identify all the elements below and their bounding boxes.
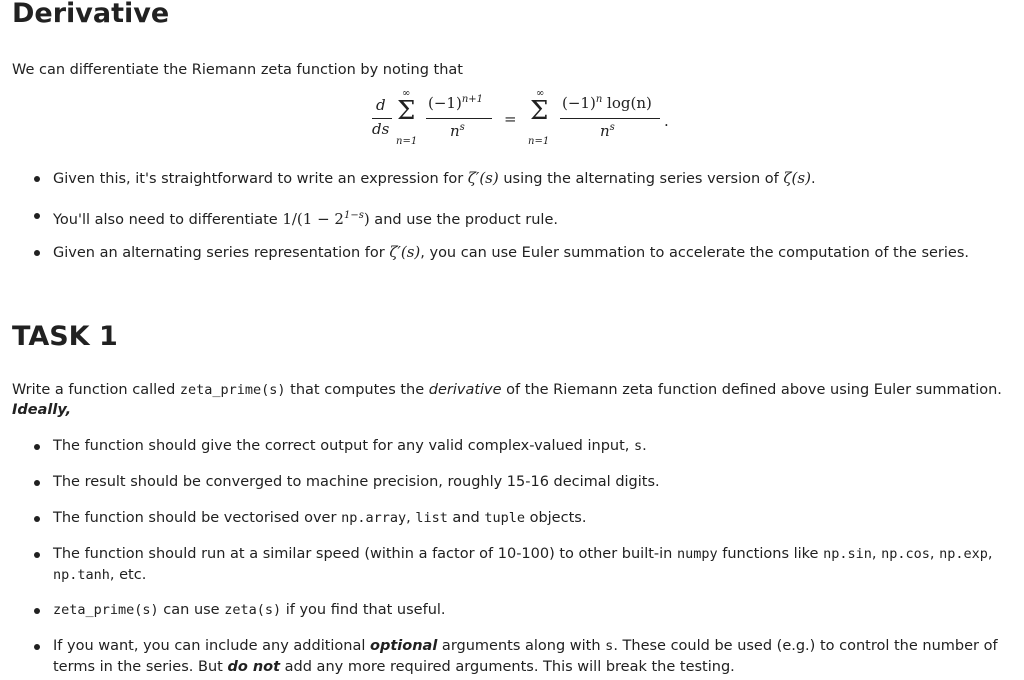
eq-rhs-line xyxy=(560,118,660,119)
eq-rhs-sum-top: ∞ xyxy=(536,88,545,99)
eq-ds: ds xyxy=(372,120,390,138)
eq-lhs-denominator: $n^s$ xyxy=(450,122,465,140)
derivative-equation xyxy=(370,88,680,156)
eq-rhs-denominator: $n^s$ xyxy=(600,122,615,140)
ideally-label: Ideally, xyxy=(12,402,72,418)
derivative-heading: Derivative xyxy=(12,0,170,29)
eq-period: . xyxy=(664,112,669,130)
task-bullet-6: If you want, you can include any additional optional arguments along with s. These could be used (e.g.) to control the number of terms in the series. But do not add any more required arguments. This will break the testing. xyxy=(53,636,1018,678)
math-factor: $1/(1 - 2^{1-s})$ xyxy=(282,210,370,228)
eq-sum-bottom: n=1 xyxy=(396,136,418,147)
derivative-bullet-3: Given an alternating series representation for ζ′(s), you can use Euler summation to accelerate the computation of the series. xyxy=(53,242,1018,264)
task-bullet-5: zeta_prime(s) can use zeta(s) if you find that useful. xyxy=(53,600,1018,621)
math-zeta-prime: ζ′(s) xyxy=(389,243,421,261)
eq-d: d xyxy=(376,96,386,114)
task-bullet-4: The function should run at a similar speed (within a factor of 10-100) to other built-in numpy functions like np.sin, np.cos, np.exp, np.tanh, etc. xyxy=(53,544,1018,586)
task-bullet-2: The result should be converged to machine precision, roughly 15-16 decimal digits. xyxy=(53,472,1018,493)
eq-rhs-numerator: $(-1)^n$ log(n) xyxy=(562,94,652,112)
eq-rhs-sum-bottom: n=1 xyxy=(528,136,550,147)
task-bullet-3: The function should be vectorised over np.array, list and tuple objects. xyxy=(53,508,1018,529)
eq-lhs-numerator: $(-1)^{n+1}$ xyxy=(428,94,484,112)
task-intro: Write a function called zeta_prime(s) that computes the derivative of the Riemann zeta function defined above using Euler summation. Ideally, xyxy=(12,382,1002,418)
task-bullet-1: The function should give the correct output for any valid complex-valued input, s. xyxy=(53,436,1018,457)
eq-lhs-line xyxy=(426,118,492,119)
math-zeta-prime: ζ′(s) xyxy=(467,169,499,187)
derivative-intro: We can differentiate the Riemann zeta function by noting that xyxy=(12,62,463,78)
task-heading: TASK 1 xyxy=(12,321,118,352)
derivative-bullet-2: You'll also need to differentiate $1/(1 - 2^{1-s})$ and use the product rule. xyxy=(53,205,1018,231)
derivative-bullet-1: Given this, it's straightforward to write an expression for ζ′(s) using the alternating series version of ζ(s). xyxy=(53,168,1018,190)
eq-dds-line xyxy=(372,118,392,119)
math-zeta: ζ(s) xyxy=(783,169,811,187)
eq-sum-sigma: Σ xyxy=(397,96,416,126)
eq-equals: = xyxy=(504,110,517,128)
eq-sum-top: ∞ xyxy=(402,88,411,99)
code-zeta-prime: zeta_prime(s) xyxy=(179,382,286,398)
eq-rhs-sum-sigma: Σ xyxy=(530,96,549,126)
